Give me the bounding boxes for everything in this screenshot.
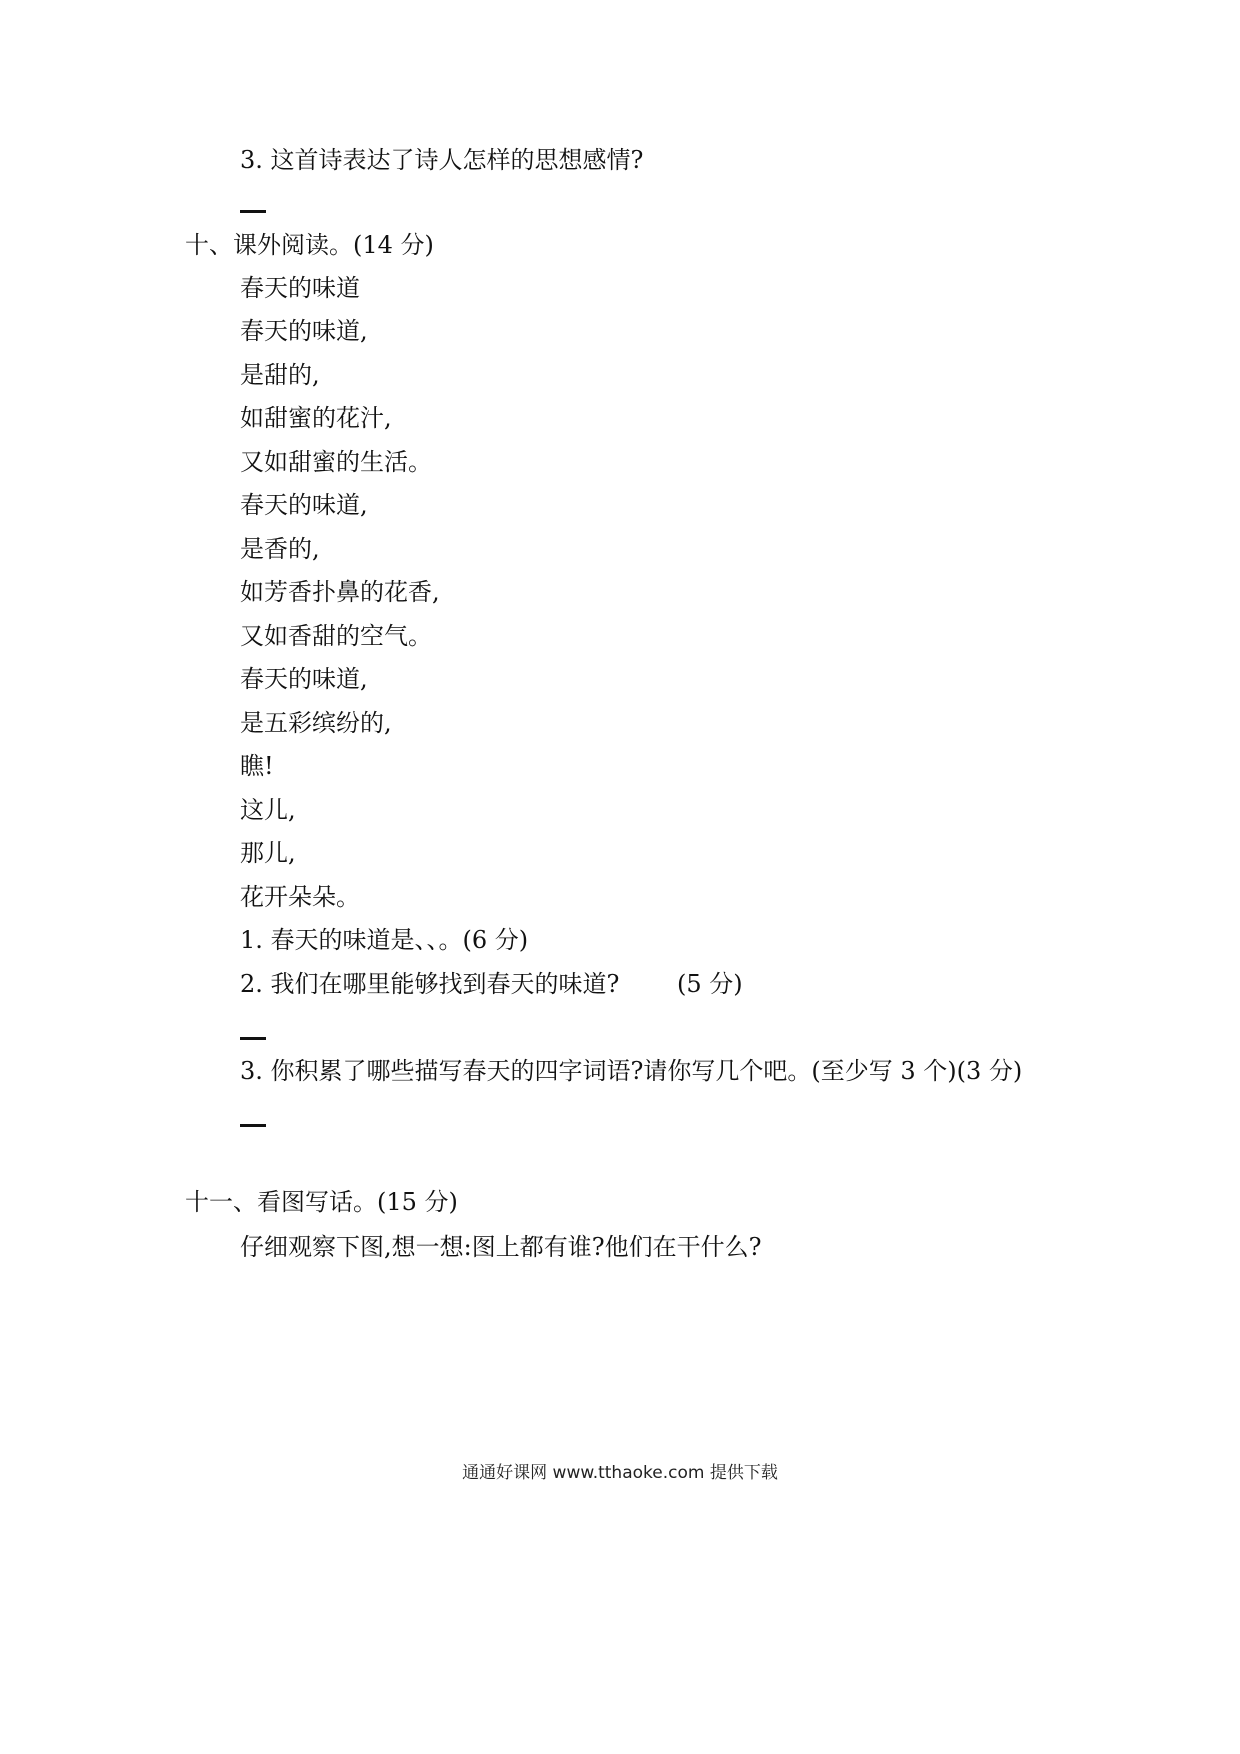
q10-answer-line-3 (240, 1124, 266, 1127)
q10-question-3: 3. 你积累了哪些描写春天的四字词语?请你写几个吧。(至少写 3 个)(3 分) (240, 1057, 1023, 1085)
q10-heading: 十、课外阅读。(14 分) (185, 231, 434, 259)
poem-title: 春天的味道 (240, 274, 360, 302)
poem-line: 又如香甜的空气。 (240, 622, 432, 650)
q10-answer-line-2 (240, 1037, 266, 1040)
poem-line: 是五彩缤纷的, (240, 709, 392, 737)
poem-line: 是甜的, (240, 361, 320, 389)
q9-answer-line (240, 210, 266, 213)
q10-question-2: 2. 我们在哪里能够找到春天的味道? (240, 970, 620, 998)
q9-item-3: 3. 这首诗表达了诗人怎样的思想感情? (240, 146, 644, 174)
poem-line: 如芳香扑鼻的花香, (240, 578, 440, 606)
q10-question-2-score: (5 分) (677, 970, 743, 998)
page-footer: 通通好课网 www.tthaoke.com 提供下载 (462, 1463, 778, 1483)
poem-line: 是香的, (240, 535, 320, 563)
poem-line: 又如甜蜜的生活。 (240, 448, 432, 476)
poem-line: 春天的味道, (240, 491, 368, 519)
poem-line: 瞧! (240, 752, 274, 780)
poem-line: 这儿, (240, 796, 296, 824)
q11-heading: 十一、看图写话。(15 分) (185, 1188, 458, 1216)
poem-line: 那儿, (240, 839, 296, 867)
poem-line: 花开朵朵。 (240, 883, 360, 911)
poem-line: 如甜蜜的花汁, (240, 404, 392, 432)
poem-line: 春天的味道, (240, 317, 368, 345)
poem-line: 春天的味道, (240, 665, 368, 693)
q10-question-1: 1. 春天的味道是、、。(6 分) (240, 926, 529, 954)
q11-prompt: 仔细观察下图,想一想:图上都有谁?他们在干什么? (240, 1233, 762, 1261)
